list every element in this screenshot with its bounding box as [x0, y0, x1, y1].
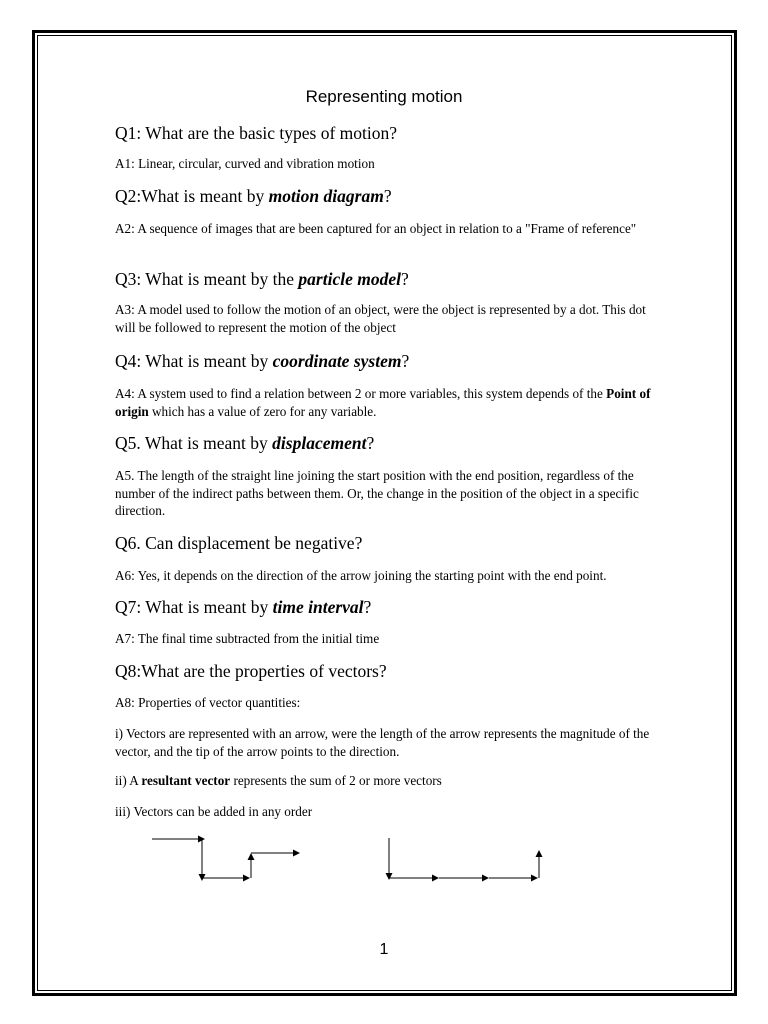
question-4-term: coordinate system [272, 351, 402, 371]
vector-arrow-8-head [482, 875, 489, 882]
vector-path-right [386, 838, 543, 882]
vector-arrow-10-head [536, 850, 543, 857]
question-7-term: time interval [272, 597, 364, 617]
question-2-end: ? [383, 186, 392, 206]
answer-7: A7: The final time subtracted from the initial time [115, 631, 380, 646]
vector-path-left [152, 836, 300, 882]
question-5-text: Q5. What is meant by [115, 433, 273, 453]
question-7-text: Q7: What is meant by [115, 597, 273, 617]
page-number: 1 [379, 941, 389, 958]
question-6: Q6. Can displacement be negative? [115, 533, 363, 553]
answer-8-point-ii-text: ii) A [115, 773, 142, 788]
vector-arrow-7-head [432, 875, 439, 882]
answer-6: A6: Yes, it depends on the direction of the arrow joining the starting point with the end point. [115, 568, 607, 583]
question-3-term: particle model [298, 269, 401, 289]
answer-4-term: Point of origin [115, 386, 651, 419]
question-8: Q8:What are the properties of vectors? [115, 661, 387, 681]
answer-3: A3: A model used to follow the motion of an object, were the object is represented by a dot. This dot will be followed to represent the motion of the object [115, 302, 646, 335]
question-2-text: Q2:What is meant by [115, 186, 269, 206]
answer-2: A2: A sequence of images that are been captured for an object in relation to a "Frame of reference" [115, 221, 637, 236]
answer-8-point-i: i) Vectors are represented with an arrow, were the length of the arrow represents the magnitude of the vector, and the tip of the arrow points to the direction. [115, 726, 650, 759]
question-4-text: Q4: What is meant by [115, 351, 273, 371]
answer-8-point-iii: iii) Vectors can be added in any order [115, 804, 313, 819]
question-4-end: ? [401, 351, 410, 371]
question-2-term: motion diagram [268, 186, 384, 206]
answer-4-end: which has a value of zero for any variable. [148, 403, 377, 419]
question-3-end: ? [400, 269, 409, 289]
answer-1: A1: Linear, circular, curved and vibration motion [115, 156, 375, 171]
answer-8-point-ii-term: resultant vector [141, 773, 231, 788]
vector-arrow-9-head [531, 875, 538, 882]
answer-8-point-ii-end: represents the sum of 2 or more vectors [230, 773, 442, 788]
question-5-term: displacement [272, 433, 367, 453]
vector-arrow-5-head [293, 850, 300, 857]
vector-arrow-6-head [386, 873, 393, 880]
document-title: Representing motion [305, 87, 463, 106]
vector-arrow-4-head [248, 853, 255, 860]
question-7-end: ? [363, 597, 372, 617]
question-5-end: ? [366, 433, 375, 453]
answer-4-text: A4: A system used to find a relation between 2 or more variables, this system depends of the [115, 386, 607, 401]
vector-arrow-3-head [243, 875, 250, 882]
answer-5: A5. The length of the straight line joining the start position with the end position, regardless of the number of the indirect paths between them. Or, the change in the position of the object in a specific direction. [115, 468, 639, 518]
question-3-text: Q3: What is meant by the [115, 269, 299, 289]
answer-8-intro: A8: Properties of vector quantities: [115, 695, 301, 710]
question-1: Q1: What are the basic types of motion? [115, 123, 398, 143]
